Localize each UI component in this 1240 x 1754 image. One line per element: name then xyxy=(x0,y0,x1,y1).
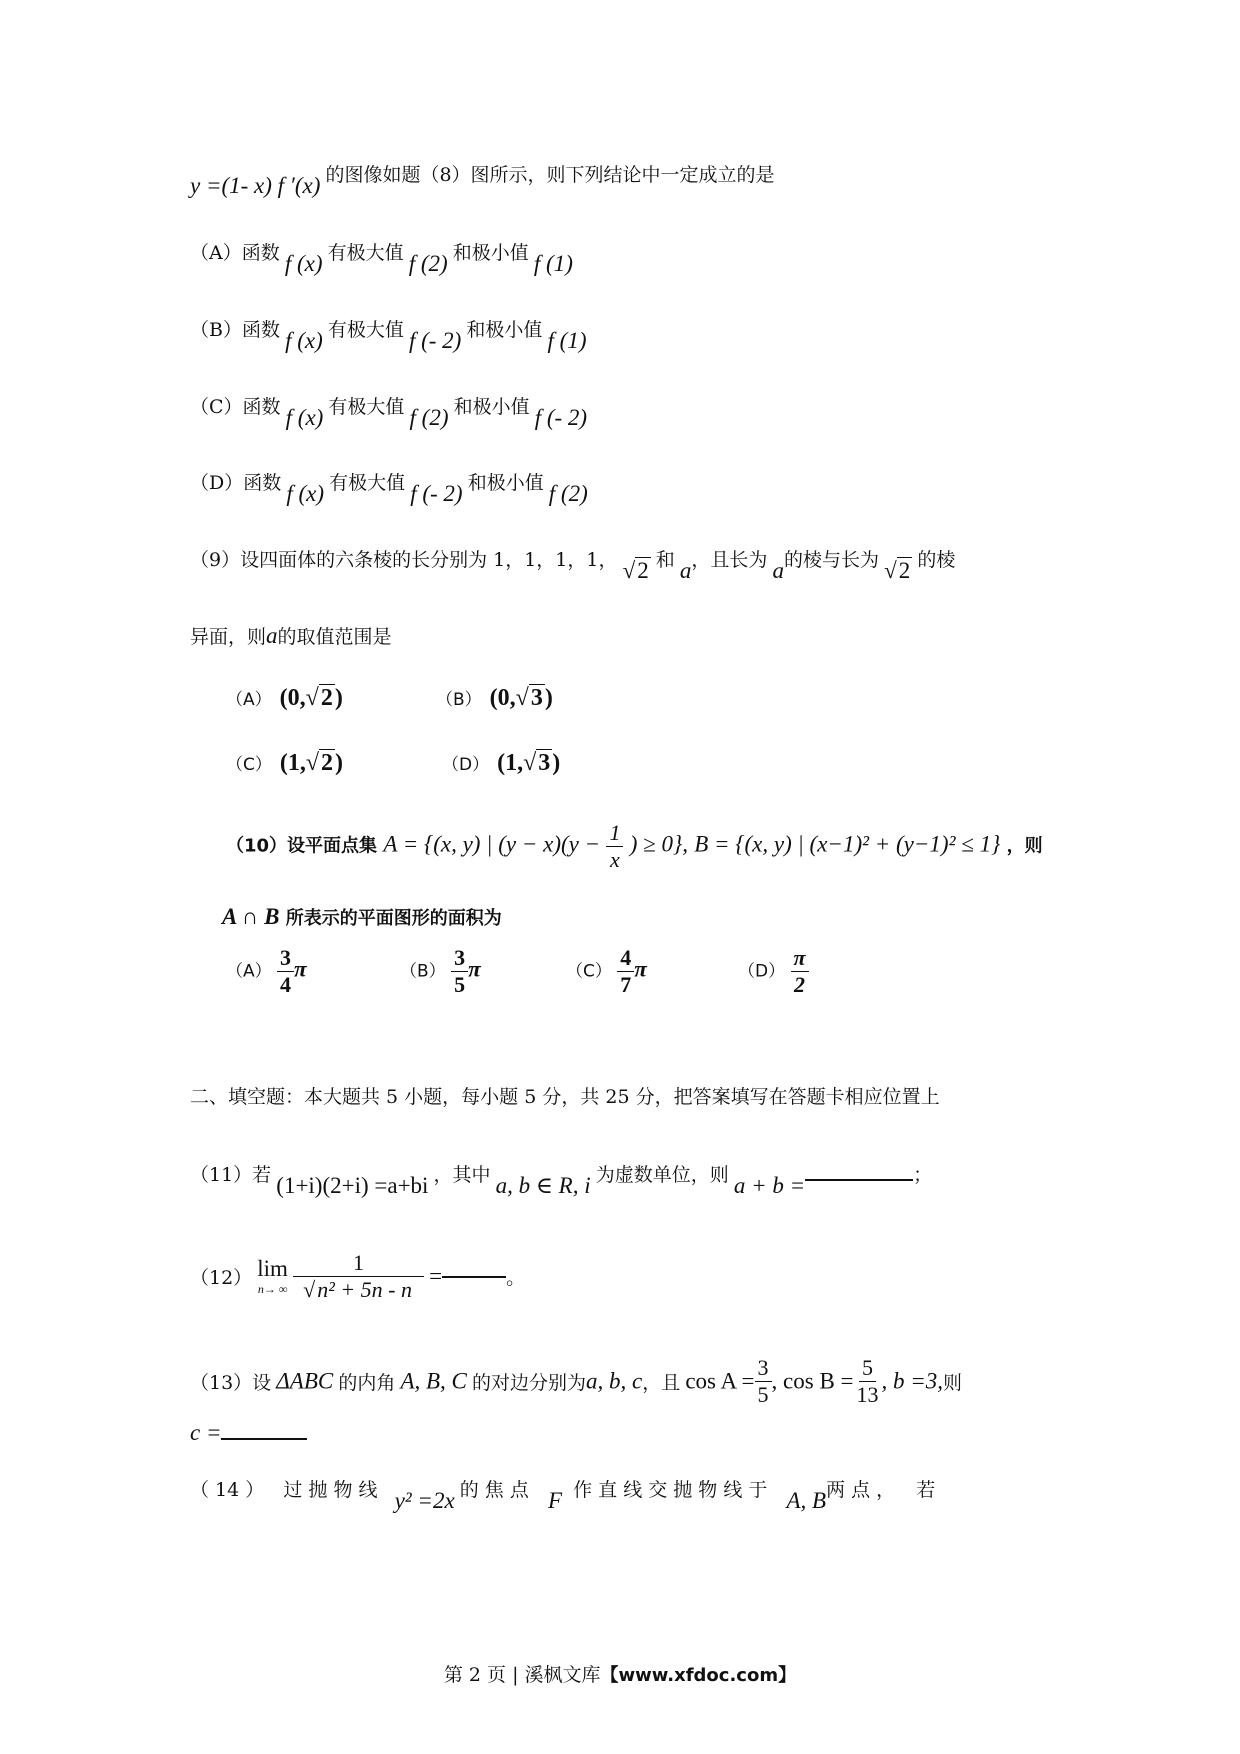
q11-end: ； xyxy=(913,1164,933,1186)
radicand: 2 xyxy=(320,685,333,711)
radicand: n² + 5n - n xyxy=(317,1277,412,1302)
option-math: f (1) xyxy=(533,251,573,276)
q13-text: （13）设 xyxy=(190,1372,272,1394)
q10-text: ，则 xyxy=(1006,835,1043,857)
option-text: 和极小值 xyxy=(453,396,530,418)
option-text: 有极大值 xyxy=(327,242,404,264)
q14-text: 若 xyxy=(916,1479,936,1501)
q14 xyxy=(190,1475,936,1513)
q11-cond: a, b ∈ R, i xyxy=(495,1173,591,1198)
option-text: 和极小值 xyxy=(452,242,529,264)
interval-open: (1, xyxy=(497,750,524,776)
q9-stem xyxy=(190,545,956,583)
q9-text: （9）设四面体的六条棱的长分别为 1，1，1，1， xyxy=(190,549,618,571)
q11-text: ，其中 xyxy=(433,1164,491,1186)
denominator: 2 xyxy=(794,972,805,997)
option-label: （C） xyxy=(566,961,612,982)
cos-b: , cos B = xyxy=(771,1368,854,1394)
q13-text: 的内角 xyxy=(338,1372,396,1394)
sqrt-2: √2 xyxy=(622,558,649,583)
option-label: （B） xyxy=(436,690,482,710)
q13-text: 的对边分别为 xyxy=(471,1372,586,1394)
q12-fraction xyxy=(293,1250,424,1303)
option-math: f (x) xyxy=(286,481,325,506)
focus: F xyxy=(547,1488,563,1513)
radicand: 3 xyxy=(538,750,551,776)
q11-text: 为虚数单位，则 xyxy=(595,1164,729,1186)
limit xyxy=(257,1256,288,1297)
q8-formula: y =(1- x) f ′(x) xyxy=(190,173,321,198)
q14-text: 作 直 线 交 抛 物 线 于 xyxy=(573,1479,768,1501)
option-math: (0,√2) xyxy=(279,685,343,711)
option-text: 有极大值 xyxy=(328,396,405,418)
option-math: f (2) xyxy=(548,481,588,506)
sqrt-2: √2 xyxy=(884,558,911,583)
numerator: π xyxy=(791,945,809,972)
fraction-3-5 xyxy=(755,1355,772,1408)
b-value: , b =3, xyxy=(881,1368,944,1394)
q10-option-d xyxy=(738,945,809,998)
q9-text: 的取值范围是 xyxy=(277,626,392,648)
q11-expr: (1+i)(2+i) =a+bi xyxy=(276,1173,429,1198)
q11 xyxy=(190,1160,933,1198)
denominator: 4 xyxy=(280,972,292,997)
var-a: a xyxy=(266,623,278,648)
numerator: 3 xyxy=(451,945,468,972)
q9-option-d xyxy=(442,750,560,777)
numerator: 3 xyxy=(277,945,294,972)
q13 xyxy=(190,1355,962,1408)
set-a-end: ) ≥ 0}, xyxy=(629,831,688,857)
option-label: （C） xyxy=(190,396,243,418)
radicand: 2 xyxy=(898,558,911,583)
option-fraction xyxy=(277,945,294,998)
interval-open: (0, xyxy=(279,685,306,711)
q13-line2 xyxy=(190,1420,307,1446)
q12-label: （12） xyxy=(190,1267,253,1289)
q10-option-c xyxy=(566,945,647,998)
denominator: 5 xyxy=(454,972,466,997)
option-fraction xyxy=(451,945,468,998)
interval-close: ) xyxy=(335,750,344,776)
option-text: 函数 xyxy=(241,242,280,264)
q10-option-a xyxy=(226,945,307,998)
q8-stem-text: 的图像如题（8）图所示，则下列结论中一定成立的是 xyxy=(325,164,775,186)
q13-text: 则 xyxy=(943,1372,963,1394)
var-a: a xyxy=(679,558,692,583)
interval-open: (1, xyxy=(279,750,306,776)
denominator: x xyxy=(610,847,620,872)
intersection: A ∩ B xyxy=(222,904,280,929)
q14-text: 过 抛 物 线 xyxy=(283,1479,378,1501)
interval-close: ) xyxy=(552,750,561,776)
set-b: B = {(x, y) | (x−1)² + (y−1)² ≤ 1} xyxy=(694,831,1001,857)
q11-text: （11）若 xyxy=(190,1164,272,1186)
option-label: （A） xyxy=(226,961,272,982)
option-text: 和极小值 xyxy=(466,319,543,341)
option-math: f (- 2) xyxy=(408,328,462,353)
option-math: f (- 2) xyxy=(534,405,588,430)
option-math: (0,√3) xyxy=(489,685,553,711)
q9-stem-line2 xyxy=(190,622,392,649)
option-text: 有极大值 xyxy=(327,319,404,341)
set-a: A = {(x, y) | (y − x)(y − xyxy=(383,831,601,857)
q9-text: 异面，则 xyxy=(190,626,267,648)
fraction-5-13 xyxy=(854,1355,882,1408)
radicand: 2 xyxy=(637,558,649,583)
q12-end: 。 xyxy=(506,1267,526,1289)
option-text: 函数 xyxy=(241,319,280,341)
triangle: ΔABC xyxy=(276,1368,334,1394)
numerator: 4 xyxy=(617,945,634,972)
q10-text: 所表示的平面图形的面积为 xyxy=(285,908,502,929)
angles: A, B, C xyxy=(400,1368,467,1394)
q9-option-c xyxy=(226,750,343,777)
radicand: 3 xyxy=(530,685,543,711)
q13-text: ，且 xyxy=(642,1372,681,1394)
pi: π xyxy=(468,956,481,982)
q9-text: ，且长为 xyxy=(691,549,768,571)
q9-text: 和 xyxy=(655,549,675,571)
q14-label: （ 14 ） xyxy=(190,1479,265,1501)
interval-open: (0, xyxy=(489,685,516,711)
numerator: 1 xyxy=(606,820,623,847)
cos-a: cos A = xyxy=(685,1368,755,1394)
option-math: f (1) xyxy=(547,328,587,353)
option-label: （B） xyxy=(400,961,446,982)
q10-stem xyxy=(226,820,1043,873)
q9-option-a xyxy=(226,685,343,712)
fraction-1-over-x xyxy=(606,820,623,873)
denominator: 5 xyxy=(757,1382,769,1407)
option-math: f (2) xyxy=(409,405,449,430)
option-text: 函数 xyxy=(242,396,281,418)
numerator: 5 xyxy=(859,1355,876,1382)
q8-option-a xyxy=(190,238,573,276)
q13-ask: c = xyxy=(190,1420,222,1445)
sides: a, b, c xyxy=(586,1368,643,1394)
option-math: f (x) xyxy=(284,251,323,276)
option-math: (1,√2) xyxy=(279,750,344,776)
q8-stem xyxy=(190,160,775,198)
q9-text: 的棱与长为 xyxy=(784,549,880,571)
q9-option-b xyxy=(436,685,553,712)
lim-sub: n→ ∞ xyxy=(257,1282,288,1296)
q9-text: 的棱 xyxy=(917,549,956,571)
q10-stem-line2 xyxy=(222,904,502,930)
q14-text: 的 焦 点 xyxy=(459,1479,529,1501)
pi: π xyxy=(634,956,647,982)
option-math: f (2) xyxy=(408,251,448,276)
numerator: 1 xyxy=(293,1250,424,1277)
option-fraction xyxy=(617,945,634,998)
option-label: （D） xyxy=(190,472,244,494)
option-label: （A） xyxy=(190,242,242,264)
denominator: 13 xyxy=(856,1382,879,1407)
q12 xyxy=(190,1250,525,1303)
option-label: （B） xyxy=(190,319,242,341)
option-text: 有极大值 xyxy=(329,472,406,494)
interval-close: ) xyxy=(334,685,343,711)
denominator: 7 xyxy=(620,972,632,997)
q10-text: （10）设平面点集 xyxy=(226,835,378,857)
points-ab: A, B xyxy=(786,1488,827,1513)
section-heading: 二、填空题：本大题共 5 小题，每小题 5 分，共 25 分，把答案填写在答题卡相应位置上 xyxy=(190,1086,940,1108)
var-a: a xyxy=(772,558,785,583)
option-label: （C） xyxy=(226,755,272,775)
page-footer xyxy=(0,1660,1240,1687)
option-fraction xyxy=(791,945,809,998)
answer-blank[interactable] xyxy=(221,1438,307,1440)
q8-option-c xyxy=(190,392,588,430)
radicand: 2 xyxy=(321,750,334,776)
q14-text: 两 点 ， xyxy=(826,1479,896,1501)
option-label: （D） xyxy=(738,961,786,982)
pi: π xyxy=(294,956,307,982)
q8-option-b xyxy=(190,315,587,353)
numerator: 3 xyxy=(755,1355,772,1382)
source-link[interactable]: 【www.xfdoc.com】 xyxy=(600,1665,797,1686)
option-math: (1,√3) xyxy=(497,750,561,776)
option-text: 和极小值 xyxy=(467,472,544,494)
q10-option-b xyxy=(400,945,481,998)
equals: = xyxy=(429,1263,443,1289)
q11-ask: a + b = xyxy=(733,1173,806,1198)
interval-close: ) xyxy=(544,685,553,711)
parabola-eq: y² =2x xyxy=(394,1488,455,1513)
option-math: f (x) xyxy=(285,405,324,430)
q8-option-d xyxy=(190,468,588,506)
page-number: 第 2 页 | 溪枫文库 xyxy=(443,1664,601,1686)
option-label: （A） xyxy=(226,690,272,710)
answer-blank[interactable] xyxy=(442,1276,506,1278)
option-math: f (x) xyxy=(285,328,323,353)
option-text: 函数 xyxy=(243,472,282,494)
option-label: （D） xyxy=(442,755,490,775)
option-math: f (- 2) xyxy=(410,481,463,506)
lim: lim xyxy=(257,1256,288,1281)
denominator: √n² + 5n - n xyxy=(303,1277,412,1302)
answer-blank[interactable] xyxy=(805,1179,913,1181)
